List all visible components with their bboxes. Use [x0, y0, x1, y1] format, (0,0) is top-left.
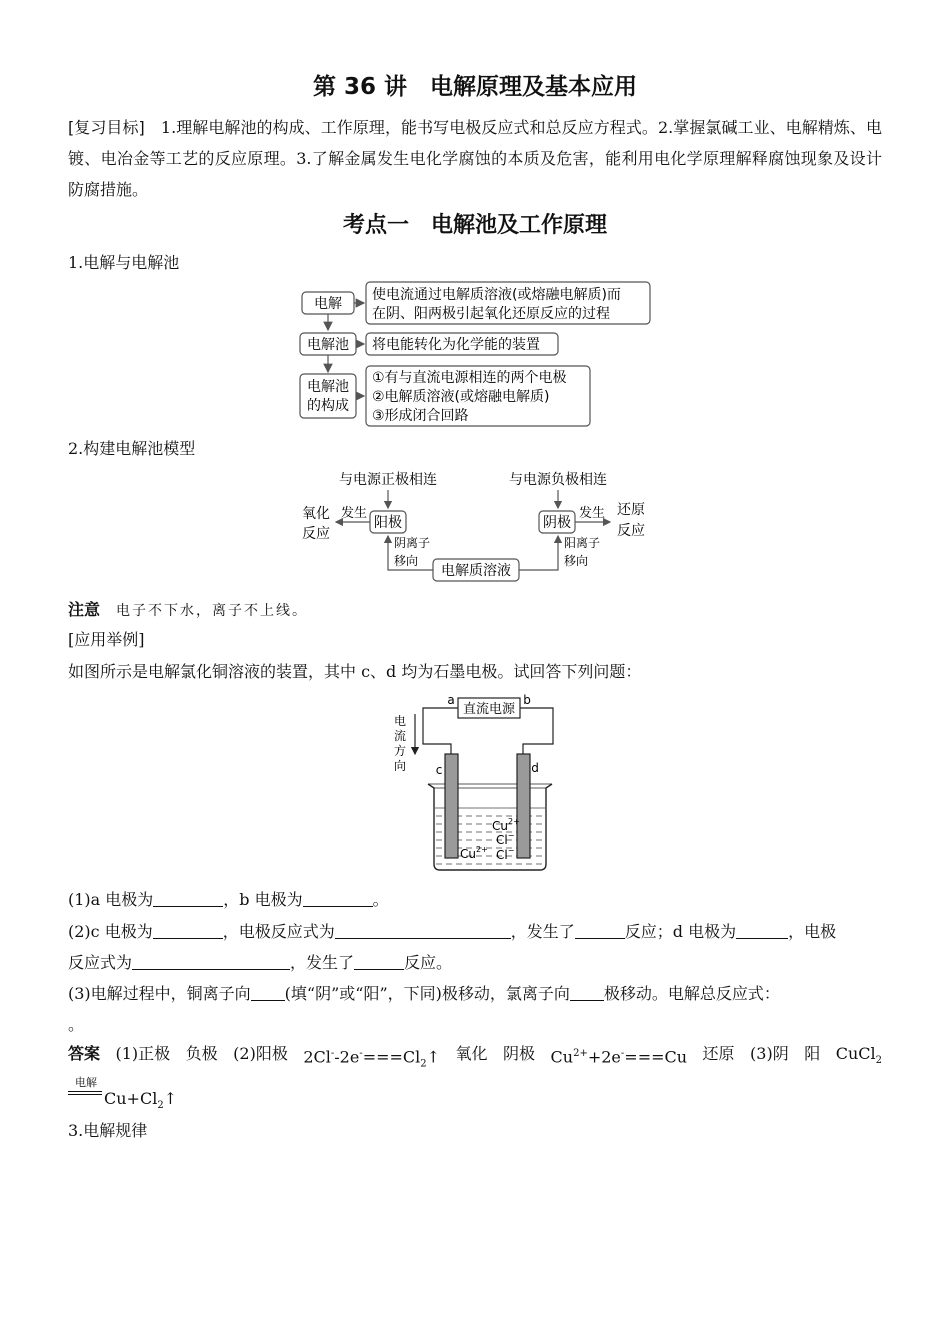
question-3: (3)电解过程中，铜离子向 (填“阴”或“阳”，下同)极移动，氯离子向 极移动。电解总反应式： 。 [68, 984, 780, 1034]
cathode-label: 阴极 [543, 515, 571, 531]
answer-blank-a[interactable] [153, 888, 223, 907]
desc-composition-line3: ③形成闭合回路 [372, 408, 469, 424]
note-label: 注意 [68, 600, 101, 619]
item-3-heading: 3.电解规律 [68, 1121, 148, 1140]
equals-bar-top [68, 1091, 102, 1092]
cation-line1: 阳离子 [564, 536, 601, 550]
anion-line2: 移向 [394, 554, 419, 568]
box-composition-line2: 的构成 [307, 398, 349, 414]
answer-cucl2: CuCl$_2$ [835, 1044, 882, 1067]
cell-model-diagram [296, 466, 666, 588]
anode-connection-label: 与电源正极相连 [339, 472, 437, 488]
electrolysis-concept-diagram [296, 280, 656, 430]
electrode-c-label: c [435, 763, 443, 777]
answer-blank-cl-direction[interactable] [570, 982, 604, 1001]
box-electrolysis-label: 电解 [314, 296, 342, 312]
example-label: [应用举例] [68, 630, 145, 649]
electrolysis-apparatus-diagram [388, 692, 558, 874]
electrode-d [517, 754, 530, 858]
answer-blank-d-electrode[interactable] [736, 920, 788, 939]
oxidation-line1: 氧化 [302, 506, 330, 522]
question-1: (1)a 电极为 ，b 电极为 。 [68, 890, 389, 909]
cathode-occur-label: 发生 [578, 506, 606, 521]
example-intro: 如图所示是电解氯化铜溶液的装置，其中 c、d 均为石墨电极。试回答下列问题： [68, 662, 642, 681]
power-supply-label: 直流电源 [462, 702, 516, 717]
answer-products: $Cu+Cl_2↑$ [104, 1089, 178, 1112]
page-title: 第 36 讲 电解原理及基本应用 [312, 74, 638, 100]
answer-line: 答案 (1)正极 负极 (2)阳极 $2Cl^--2e^-===Cl_2↑$ 氧化 阴极 $Cu^{2+}+2e^-===Cu$ 还原 (3)阴 阳 CuCl$_2$ [68, 1040, 882, 1079]
note-line [68, 596, 308, 625]
answer-label: 答案 [68, 1044, 101, 1063]
desc-electrolysis-line2: 在阴、阳两极引起氧化还原反应的过程 [372, 306, 610, 322]
reduction-line1: 还原 [617, 502, 645, 518]
current-dir-char1: 电 [393, 714, 407, 728]
review-objectives [68, 112, 882, 205]
answer-blank-cu-direction[interactable] [251, 982, 285, 1001]
electrode-c [445, 754, 458, 858]
review-label: [复习目标] [68, 118, 145, 137]
desc-electrolysis-line1: 使电流通过电解质溶液(或熔融电解质)而 [372, 287, 621, 303]
review-text: 1.理解电解池的构成、工作原理，能书写电极反应式和总反应方程式。2.掌握氯碱工业、电解精炼、电镀、电冶金等工艺的反应原理。3.了解金属发生电化学腐蚀的本质及危害，能利用电化学原理解释腐蚀现象及设计防腐措施。 [68, 118, 882, 199]
item-2-heading: 2.构建电解池模型 [68, 439, 196, 458]
item-1-heading: 1.电解与电解池 [68, 253, 180, 272]
current-dir-char2: 流 [393, 729, 407, 743]
anode-occur-label: 发生 [340, 506, 368, 521]
ion-cu-left: $Cu^{2+}$ [460, 845, 488, 861]
equals-bar-bottom [68, 1094, 102, 1095]
current-dir-char4: 向 [393, 759, 407, 773]
answer-blank-b[interactable] [303, 888, 373, 907]
electrode-d-label: d [531, 761, 539, 775]
answer-blank-c-reaction[interactable] [575, 920, 625, 939]
box-composition-line1: 电解池 [307, 379, 349, 395]
oxidation-line2: 反应 [302, 526, 330, 542]
ion-cl-2: Cl− [496, 846, 515, 862]
answer-blank-d-reaction[interactable] [354, 951, 404, 970]
desc-cell-text: 将电能转化为化学能的装置 [372, 337, 540, 353]
answer-blank-d-equation[interactable] [132, 951, 290, 970]
reduction-line2: 反应 [617, 523, 645, 539]
electrolysis-condition: 电解 [75, 1076, 97, 1089]
cation-line2: 移向 [564, 554, 589, 568]
electrolyte-label: 电解质溶液 [441, 563, 511, 579]
terminal-b-label: b [523, 693, 531, 707]
terminal-a-label: a [447, 693, 455, 707]
note-text: 电子不下水，离子不上线。 [100, 603, 309, 619]
box-electrolytic-cell-label: 电解池 [307, 337, 349, 353]
anion-line1: 阴离子 [394, 536, 431, 550]
question-2: (2)c 电极为 ，电极反应式为 ，发生了 反应；d 电极为 ，电极 反应式为 ，发生了 反应。 [68, 922, 837, 972]
current-dir-char3: 方 [393, 744, 407, 758]
answer-blank-c-equation[interactable] [335, 920, 511, 939]
ion-cl-1: Cl− [496, 831, 515, 847]
answer-blank-c-electrode[interactable] [153, 920, 223, 939]
answer-cathode-equation: $Cu^{2+}+2e^-===Cu$ [550, 1047, 688, 1067]
ion-cu-right: $Cu^{2+}$ [492, 817, 520, 833]
desc-composition-line2: ②电解质溶液(或熔融电解质) [372, 389, 550, 405]
cathode-connection-label: 与电源负极相连 [509, 472, 607, 488]
anode-label: 阳极 [374, 515, 402, 531]
answer-anode-equation: $2Cl^--2e^-===Cl_2↑$ [303, 1047, 441, 1070]
desc-composition-line1: ①有与直流电源相连的两个电极 [372, 370, 567, 386]
section-title: 考点一 电解池及工作原理 [342, 213, 607, 238]
